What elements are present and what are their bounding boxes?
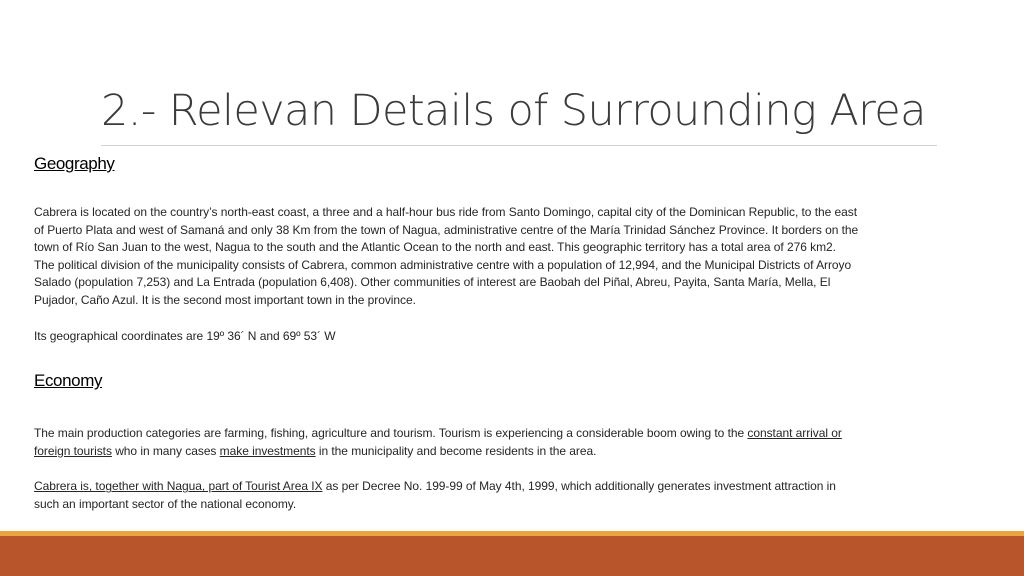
footer-bar xyxy=(0,536,1024,576)
economy-heading: Economy xyxy=(34,371,103,391)
text-line xyxy=(34,443,984,461)
text-run: The main production categories are farming, fishing, agriculture and tourism. Tourism is experiencing a considerable boom owing to the xyxy=(34,426,748,441)
text-line: such an important sector of the national economy. xyxy=(34,496,297,511)
geography-heading: Geography xyxy=(34,154,115,173)
economy-paragraph-2 xyxy=(34,478,984,513)
text-line: Salado (population 7,253) and La Entrada (population 6,408). Other communities of interest are Baobah del Piñal, Abreu, Payita, Santa María, Mella, El xyxy=(34,275,831,290)
make-investments-link[interactable]: make investments xyxy=(219,443,316,458)
constant-arrival-link[interactable]: constant arrival or xyxy=(747,426,842,441)
text-run: as per Decree No. 199-99 of May 4th, 1999, which additionally generates investment attraction in xyxy=(322,479,836,494)
title-divider xyxy=(101,145,937,146)
text-line: town of Río San Juan to the west, Nagua to the south and the Atlantic Ocean to the north and east. This geographic territory has a total area of 276 km2. xyxy=(34,240,836,255)
text-line xyxy=(34,425,984,443)
coordinates-text: Its geographical coordinates are 19º 36´ N and 69º 53´ W xyxy=(34,328,336,343)
slide-title: 2.- Relevan Details of Surrounding Area xyxy=(101,86,926,136)
text-line: Pujador, Caño Azul. It is the second most important town in the province. xyxy=(34,292,416,307)
text-run: in the municipality and become residents in the area. xyxy=(315,443,597,458)
text-run: who in many cases xyxy=(111,443,220,458)
text-line xyxy=(34,478,984,496)
text-line: Cabrera is located on the country’s north-east coast, a three and a half-hour bus ride from Santo Domingo, capital city of the Dominican Republic, to the east xyxy=(34,205,857,219)
tourist-area-link[interactable]: Cabrera is, together with Nagua, part of Tourist Area IX xyxy=(34,479,323,494)
text-line: of Puerto Plata and west of Samaná and only 38 Km from the town of Nagua, administrative centre of the María Trinidad Sánchez Province. It borders on the xyxy=(34,222,859,237)
foreign-tourists-link[interactable]: foreign tourists xyxy=(34,443,112,458)
text-line: The political division of the municipality consists of Cabrera, common administrative centre with a population of 12,994, and the Municipal Districts of Arroyo xyxy=(34,257,852,272)
geography-paragraph-1 xyxy=(34,204,984,257)
geography-paragraph-2 xyxy=(34,257,984,310)
slide-body xyxy=(34,154,984,514)
economy-paragraph-1 xyxy=(34,425,984,460)
